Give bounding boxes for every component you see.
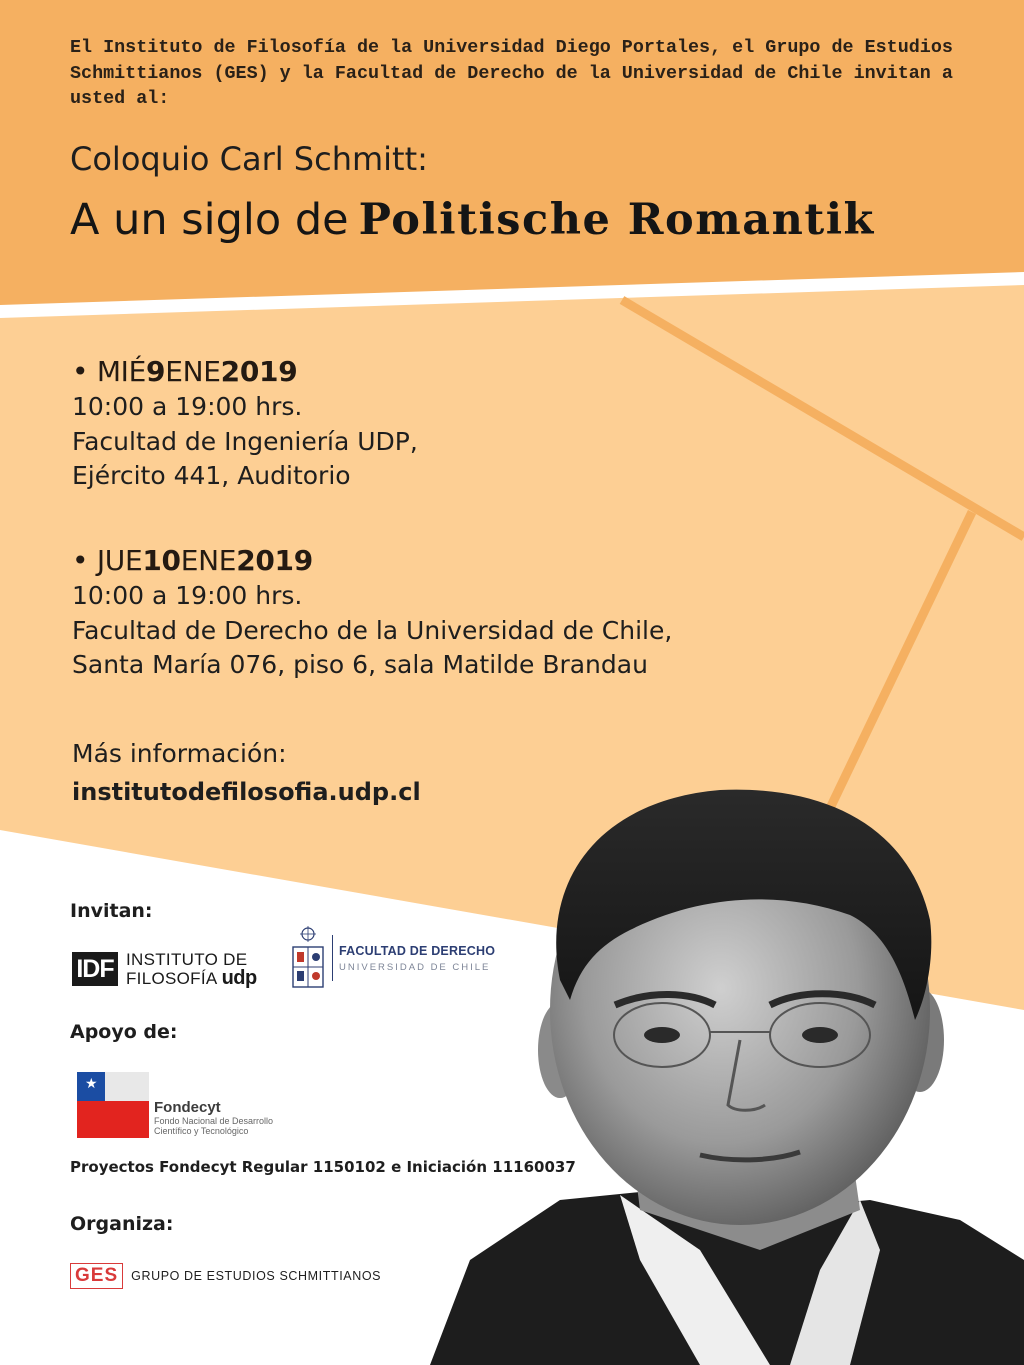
star-icon: ★ [85, 1076, 98, 1092]
idf-line1: INSTITUTO DE [126, 950, 248, 969]
intro-text: El Instituto de Filosofía de la Universidad Diego Portales, el Grupo de Estudios Schmittianos (GES) y la Facultad de Derecho de la Universidad de Chile invitan a usted al: [70, 37, 953, 109]
event-place-line2: Ejército 441, Auditorio [72, 461, 351, 490]
title-emphasis: Politische Romantik [358, 195, 875, 245]
event-place-line1: Facultad de Ingeniería UDP, [72, 426, 418, 456]
month: ENE [180, 544, 237, 577]
conicyt-flag-icon [77, 1072, 149, 1138]
day: 9 [146, 355, 166, 388]
event-time: 10:00 a 19:00 hrs. [72, 581, 303, 610]
fondecyt-text [154, 1099, 273, 1136]
apoyo-label: Apoyo de: [70, 1021, 178, 1043]
fondecyt-desc2: Científico y Tecnológico [154, 1126, 249, 1136]
weekday: MIÉ [96, 355, 147, 388]
bullet: • [72, 355, 97, 388]
idf-mark: IDF [72, 952, 118, 986]
idf-udp-logo [72, 950, 257, 988]
ges-logo [70, 1263, 381, 1289]
ges-mark: GES [70, 1263, 123, 1289]
logo-divider [332, 935, 333, 981]
invitan-label: Invitan: [70, 900, 153, 922]
event-time: 10:00 a 19:00 hrs. [72, 392, 303, 421]
uchile-line1: FACULTAD DE DERECHO [339, 943, 496, 958]
more-info [72, 735, 421, 811]
month: ENE [165, 355, 221, 388]
ges-name: GRUPO DE ESTUDIOS SCHMITTIANOS [131, 1269, 382, 1283]
uchile-crest-icon [290, 925, 326, 991]
event-day-1 [72, 354, 418, 494]
event-subtitle: Coloquio Carl Schmitt: [70, 140, 428, 178]
event-day-2 [72, 543, 672, 683]
more-info-label: Más información: [72, 739, 287, 768]
uchile-line2: UNIVERSIDAD DE CHILE [339, 961, 491, 973]
year: 2019 [236, 544, 313, 577]
fondecyt-desc1: Fondo Nacional de Desarrollo [154, 1116, 274, 1126]
event-date [72, 354, 418, 390]
day: 10 [142, 544, 181, 577]
event-place-line2: Santa María 076, piso 6, sala Matilde Brandau [72, 650, 648, 679]
event-place-line1: Facultad de Derecho de la Universidad de Chile, [72, 615, 673, 645]
event-date [72, 543, 672, 579]
more-info-link[interactable]: institutodefilosofia.udp.cl [72, 778, 421, 806]
fondecyt-logo [77, 1072, 273, 1138]
idf-line2: FILOSOFÍA [126, 969, 217, 988]
title-prefix: A un siglo de [70, 195, 349, 245]
fondecyt-name: Fondecyt [154, 1099, 221, 1116]
uchile-derecho-logo [290, 925, 495, 991]
udp-wordmark: udp [221, 967, 257, 989]
organiza-label: Organiza: [70, 1213, 174, 1235]
bullet: • [72, 544, 97, 577]
idf-text [126, 950, 257, 988]
weekday: JUE [96, 544, 143, 577]
event-title [70, 195, 875, 245]
year: 2019 [220, 355, 298, 388]
projects-note: Proyectos Fondecyt Regular 1150102 e Iniciación 11160037 [70, 1158, 576, 1176]
